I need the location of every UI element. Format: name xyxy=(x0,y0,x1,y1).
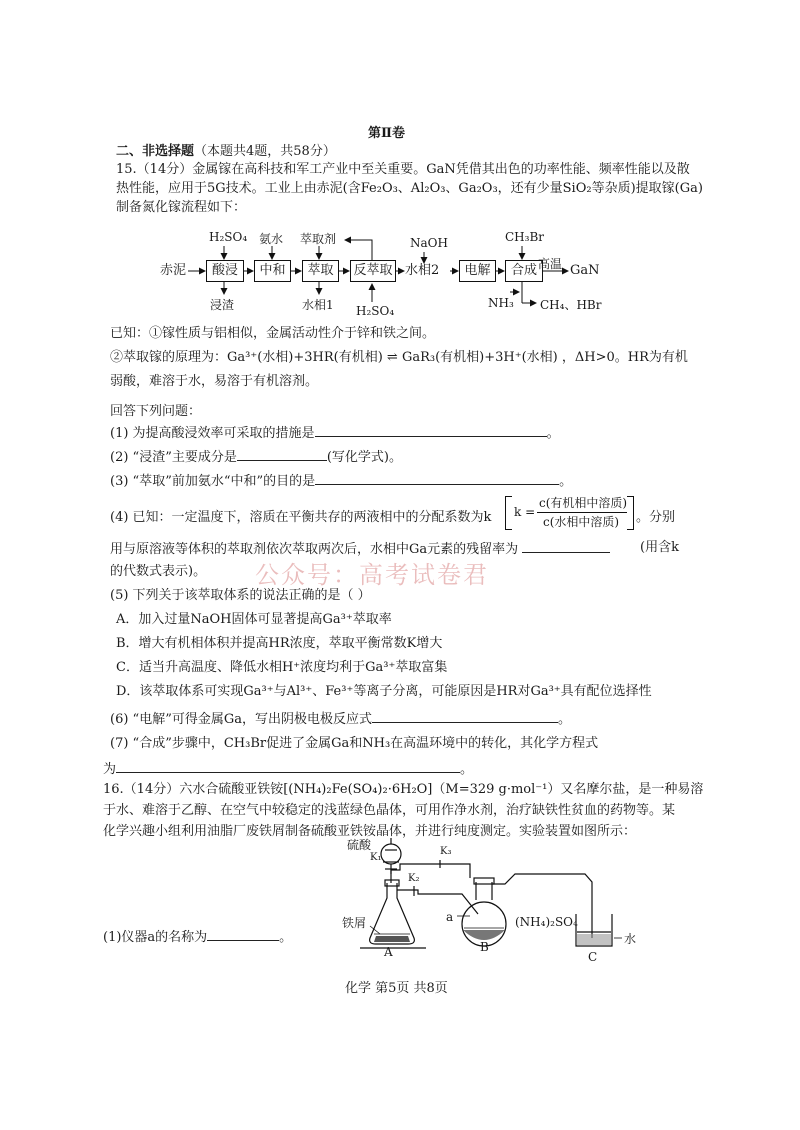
flow-step-synthesis: 合成 xyxy=(505,260,543,282)
section-heading-main: 二、非选择题 xyxy=(116,144,195,159)
apparatus-label-k2: K₂ xyxy=(408,873,420,884)
q16-sub1-answer-blank[interactable] xyxy=(207,928,279,941)
flow-step-back-extract: 反萃取 xyxy=(350,260,396,282)
flow-input-extractant: 萃取剂 xyxy=(300,232,337,246)
q16-intro-2: 于水、难溶于乙醇、在空气中较稳定的浅蓝绿色晶体，可用作净水剂，治疗缺铁性贫血的药物等。某 xyxy=(103,803,676,818)
apparatus-label-a: a xyxy=(446,910,454,924)
formula-right-bracket xyxy=(627,496,634,530)
q15-sub6-text: (6) “电解”可得金属Ga，写出阴极电极反应式 xyxy=(110,712,372,727)
q16-sub1-end: 。 xyxy=(279,930,293,945)
flow-step-acid-leach: 酸浸 xyxy=(206,260,244,282)
q16-intro-3: 化学兴趣小组利用油脂厂废铁屑制备硫酸亚铁铵晶体，并进行纯度测定。实验装置如图所示： xyxy=(103,824,637,839)
flow-output-residue: 浸渣 xyxy=(210,298,235,312)
apparatus-label-ammonium-sulfate: (NH₄)₂SO₄ xyxy=(515,915,578,929)
flow-input-h2so4-back: H₂SO₄ xyxy=(356,304,395,318)
apparatus-label-water: 水 xyxy=(624,932,637,946)
apparatus-label-B: B xyxy=(480,940,489,954)
q15-sub5: (5) 下列关于该萃取体系的说法正确的是（ ） xyxy=(110,588,371,603)
formula-numerator: c(有机相中溶质) xyxy=(539,496,628,510)
flowchart-arrows xyxy=(0,0,800,330)
formula-denominator: c(水相中溶质) xyxy=(543,515,620,529)
section-title: 第Ⅱ卷 xyxy=(368,126,405,141)
q15-sub4-a: (4) 已知：一定温度下，溶质在平衡共存的两液相中的分配系数为k xyxy=(110,510,492,525)
apparatus-label-sulfuric-acid: 硫酸 xyxy=(347,838,372,852)
q15-intro-3: 制备氮化镓流程如下： xyxy=(116,200,247,215)
flow-product-gan: GaN xyxy=(570,263,600,278)
q15-sub2-answer-blank[interactable] xyxy=(237,448,327,461)
formula-k-equals: k = xyxy=(514,505,536,519)
q16-sub1 xyxy=(103,928,292,946)
section-heading-note: （本题共4题，共58分） xyxy=(194,144,336,159)
flow-input-nh3: NH₃ xyxy=(488,296,514,310)
q15-sub7-line2 xyxy=(103,760,473,778)
answer-prompt: 回答下列问题： xyxy=(110,404,202,419)
q15-sub6-end: 。 xyxy=(557,712,571,727)
watermark: 公众号：高考试卷君 xyxy=(255,561,489,589)
apparatus-label-k3: K₃ xyxy=(440,846,452,857)
q15-known-2: ②萃取镓的原理为：Ga³⁺(水相)+3HR(有机相) ⇌ GaR₃(有机相)+3H⁺(水相) ，ΔH>0。HR为有机 xyxy=(110,350,688,365)
q16-intro-1: 16.（14分）六水合硫酸亚铁铵[(NH₄)₂Fe(SO₄)₂·6H₂O]（M=329 g·mol⁻¹）又名摩尔盐，是一种易溶 xyxy=(103,782,704,797)
q15-sub3 xyxy=(110,472,572,490)
flow-step-neutralize: 中和 xyxy=(254,260,291,282)
page-footer: 化学 第5页 共8页 xyxy=(345,981,448,996)
flow-output-water-phase-1: 水相1 xyxy=(302,298,334,312)
q16-sub1-text: (1)仪器a的名称为 xyxy=(103,930,208,945)
formula-left-bracket xyxy=(505,496,512,530)
q15-sub7-wei: 为 xyxy=(103,762,117,777)
q15-option-b[interactable]: B．增大有机相体积并提高HR浓度，萃取平衡常数K增大 xyxy=(116,636,443,651)
flow-input-ammonia: 氨水 xyxy=(259,232,284,246)
q15-sub7-answer-blank[interactable] xyxy=(116,760,460,773)
partition-coefficient-formula xyxy=(505,494,633,530)
q15-sub4-b: 。分别 xyxy=(636,510,676,525)
q15-option-a[interactable]: A．加入过量NaOH固体可显著提高Ga³⁺萃取率 xyxy=(116,612,392,627)
q15-option-d[interactable]: D．该萃取体系可实现Ga³⁺与Al³⁺、Fe³⁺等离子分离，可能原因是HR对Ga³⁺具有配位选择性 xyxy=(116,684,652,699)
q15-sub3-answer-blank[interactable] xyxy=(315,472,559,485)
q15-sub4-answer-blank[interactable] xyxy=(522,540,610,553)
q15-known-1: 已知：①镓性质与铝相似，金属活动性介于锌和铁之间。 xyxy=(110,326,436,341)
q15-known-3: 弱酸，难溶于水，易溶于有机溶剂。 xyxy=(110,374,319,389)
q15-sub7: (7) “合成”步骤中，CH₃Br促进了金属Ga和NH₃在高温环境中的转化，其化学方程式 xyxy=(110,736,599,751)
flow-input-ch3br: CH₃Br xyxy=(505,230,545,244)
q15-sub3-text: (3) “萃取”前加氨水“中和”的目的是 xyxy=(110,474,316,489)
apparatus-label-A: A xyxy=(384,945,393,959)
flow-water-phase-2: 水相2 xyxy=(405,263,440,278)
q15-sub1-end: 。 xyxy=(546,426,560,441)
apparatus-label-C: C xyxy=(588,950,598,964)
q15-intro-1: 15.（14分）金属镓在高科技和军工产业中至关重要。GaN凭借其出色的功率性能、频率性能以及散 xyxy=(116,162,690,177)
q15-sub6-answer-blank[interactable] xyxy=(372,710,558,723)
q15-option-c[interactable]: C．适当升高温度、降低水相H⁺浓度均利于Ga³⁺萃取富集 xyxy=(116,660,448,675)
apparatus-label-iron-filings: 铁屑 xyxy=(342,916,367,930)
flow-step-extract: 萃取 xyxy=(302,260,339,282)
formula-fraction-bar xyxy=(537,512,627,513)
flow-condition-high-temp: 高温 xyxy=(538,257,563,271)
q15-sub2-text: (2) “浸渣”主要成分是 xyxy=(110,450,237,465)
q15-sub2 xyxy=(110,448,402,466)
q15-sub6 xyxy=(110,710,571,728)
q15-sub1-answer-blank[interactable] xyxy=(315,424,547,437)
flow-step-electrolysis: 电解 xyxy=(459,260,496,282)
q15-sub1-text: (1) 为提高酸浸效率可采取的措施是 xyxy=(110,426,315,441)
q15-sub1 xyxy=(110,424,560,442)
q15-sub2-end: (写化学式)。 xyxy=(326,450,402,465)
apparatus-label-k1: K₁ xyxy=(370,852,382,863)
flow-input-naoh: NaOH xyxy=(410,236,448,250)
q15-intro-2: 热性能，应用于5G技术。工业上由赤泥(含Fe₂O₃、Al₂O₃、Ga₂O₃，还有少量SiO₂等杂质)提取镓(Ga) xyxy=(116,181,703,196)
flow-start-red-mud: 赤泥 xyxy=(160,263,187,278)
q15-sub4-c-text: 用与原溶液等体积的萃取剂依次萃取两次后，水相中Ga元素的残留率为 xyxy=(110,542,519,557)
flow-input-h2so4: H₂SO₄ xyxy=(209,230,248,244)
q15-sub3-end: 。 xyxy=(559,474,573,489)
q15-sub4-e: 的代数式表示)。 xyxy=(110,564,207,579)
flow-output-ch4-hbr: CH₄、HBr xyxy=(540,298,602,312)
q15-sub4-d: (用含k xyxy=(640,540,679,555)
q15-sub7-end: 。 xyxy=(460,762,474,777)
